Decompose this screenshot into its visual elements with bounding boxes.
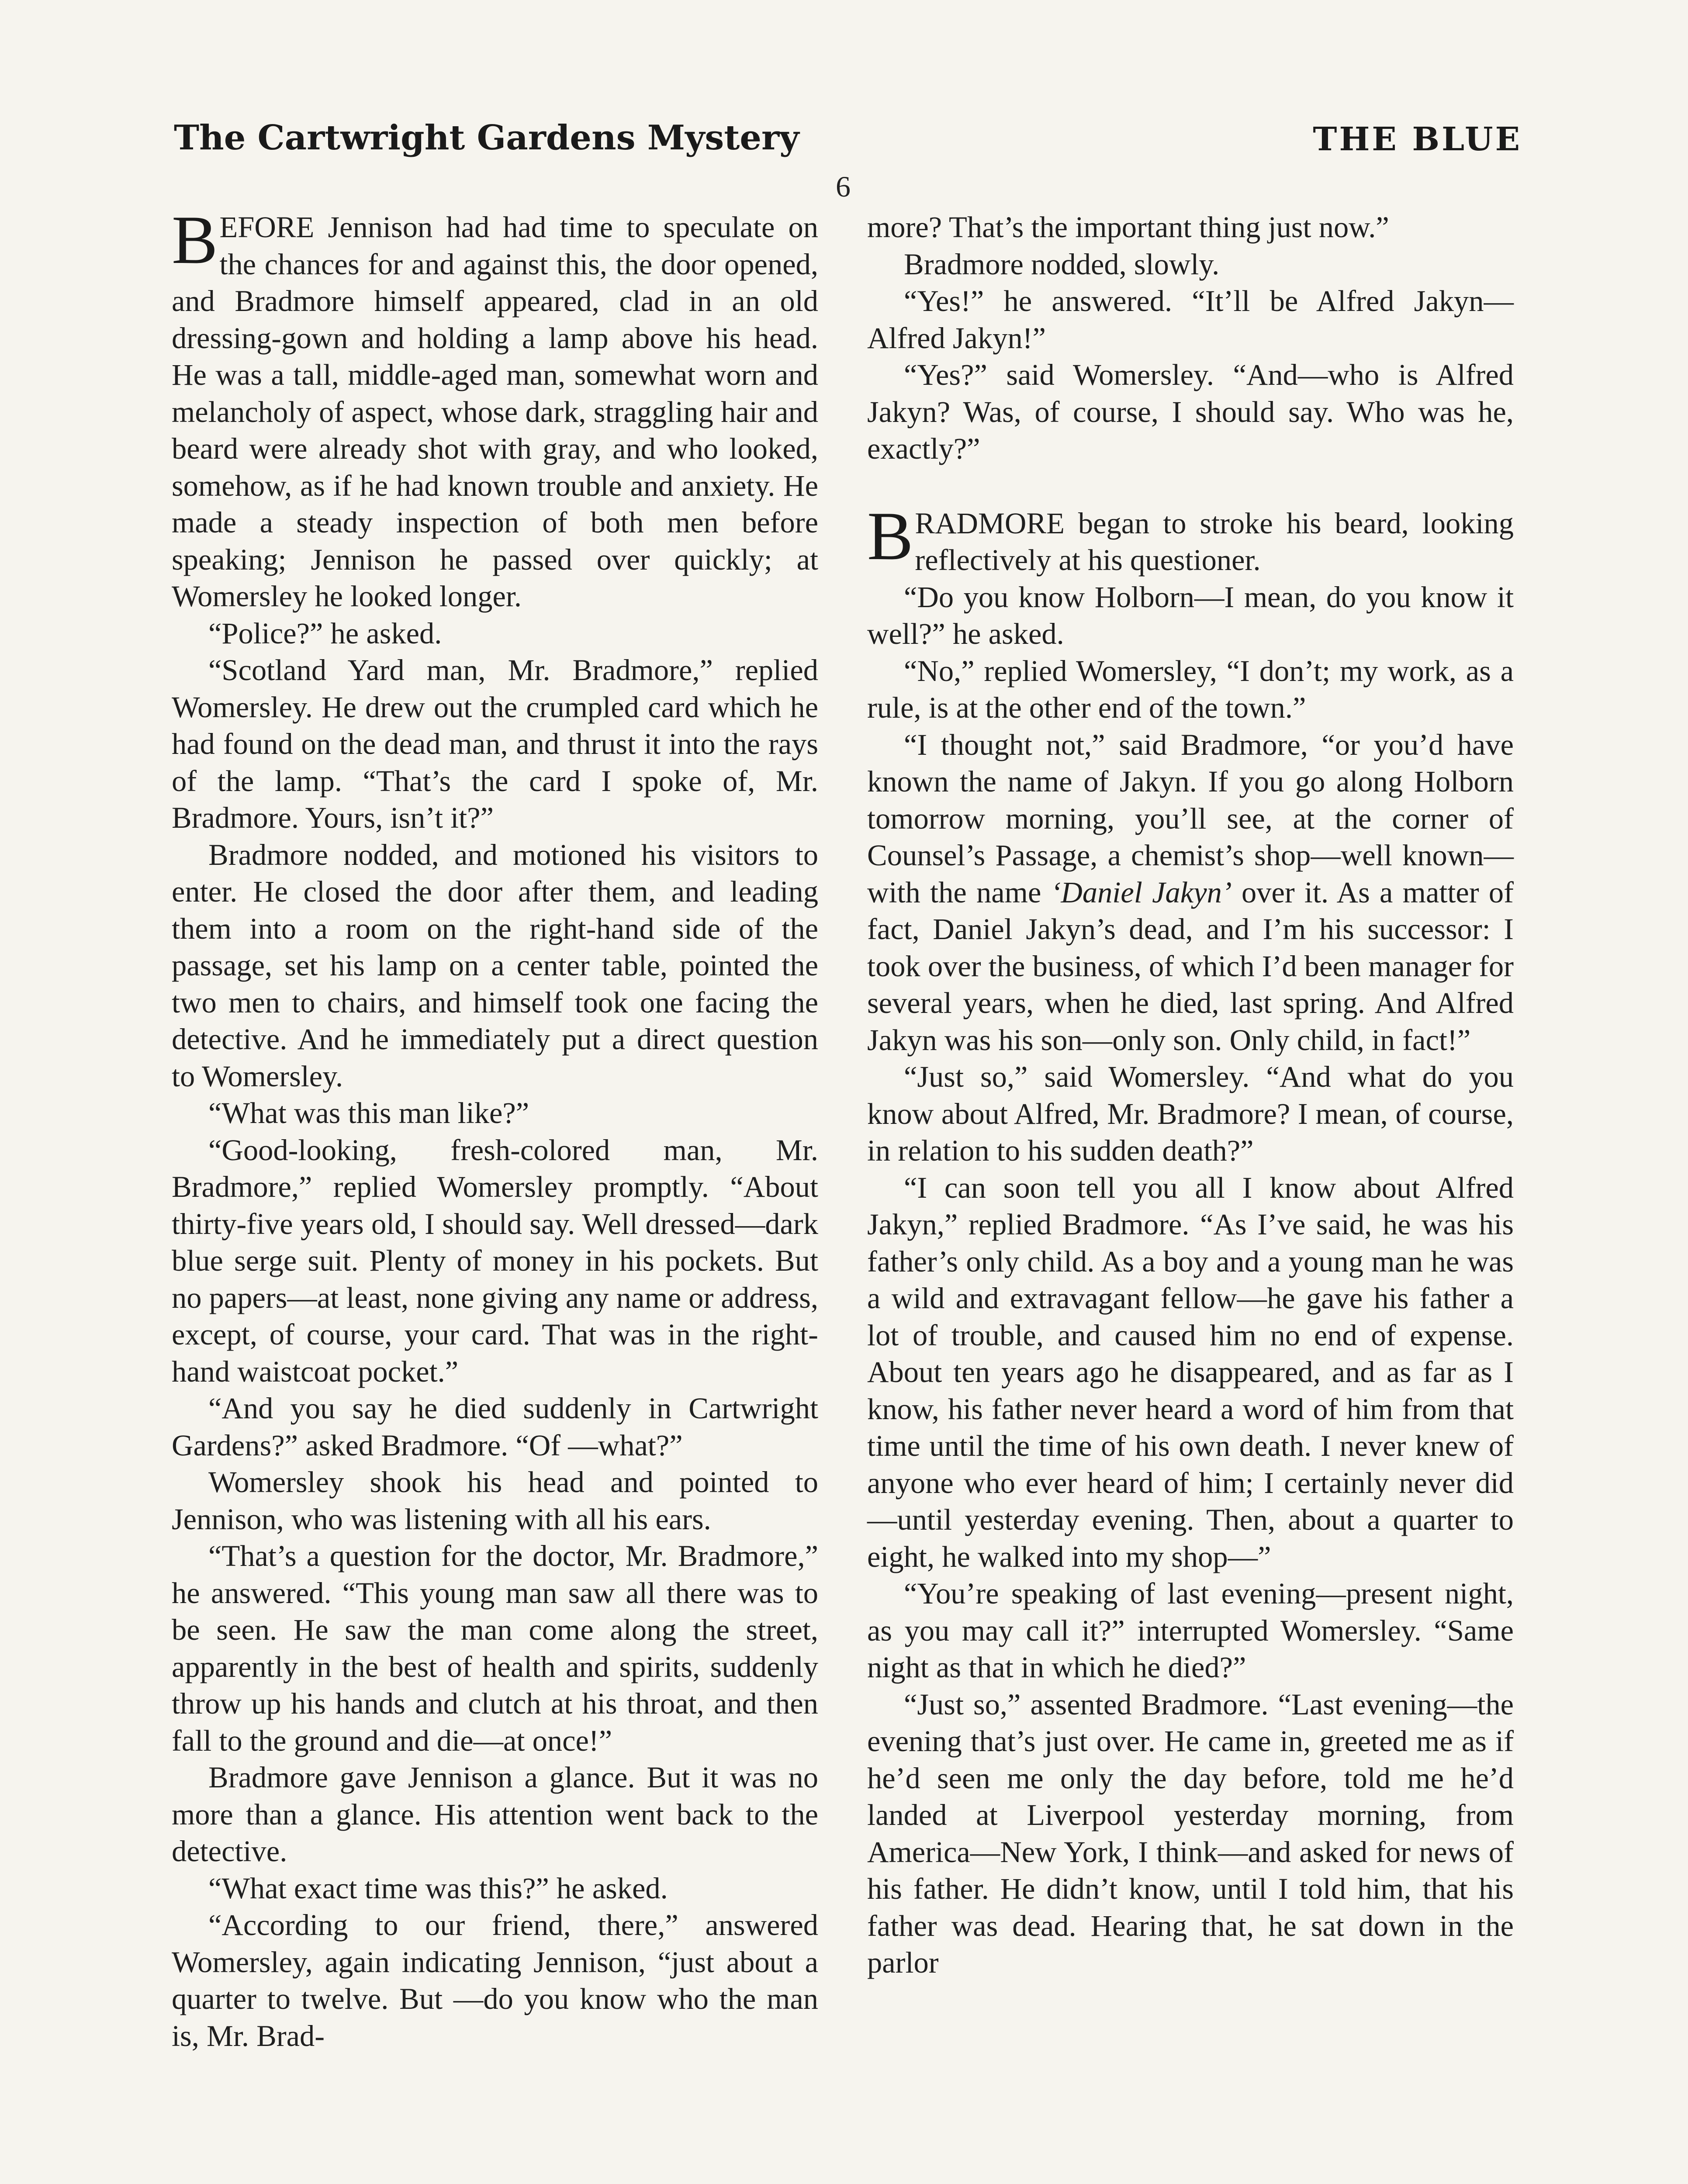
paragraph: “What was this man like?” [208,1096,529,1130]
paragraph-text: “I thought not,” said Bradmore, “or you’d have known the name of Jakyn. If you go along Holborn tomorrow morning, you’ll see, at the corner of Counsel’s Passage, a chemist’s shop—well known—with the name [867,728,1514,909]
paragraph: “Just so,” said Womersley. “And what do you know about Alfred, Mr. Bradmore? I mean, of course, in relation to his sudden death?” [867,1060,1514,1167]
left-column [172,202,818,2054]
paragraph: “You’re speaking of last evening—present night, as you may call it?” interrupted Womersley. “Same night as that in which he died?” [867,1577,1514,1684]
paragraph: “I can soon tell you all I know about Alfred Jakyn,” replied Bradmore. “As I’ve said, he was his father’s only child. As a boy and a young man he was a wild and extravagant fellow—he gave his father a lot of trouble, and caused him no end of expense. About ten years ago he disappeared, and as far as I know, his father never heard a word of him from that time until the time of his own death. I never knew of anyone who ever heard of him; I certainly never did—until yesterday evening. Then, about a quarter to eight, he walked into my shop—” [867,1171,1514,1573]
paragraph: “According to our friend, there,” answered Womersley, again indicating Jennison, “just about a quarter to twelve. But —do you know who the man is, Mr. Brad- [172,1908,818,2053]
paragraph: Bradmore nodded, slowly. [904,247,1220,281]
paragraph-text: over it. As a matter of fact, Daniel Jakyn’s dead, and I’m his successor: I took over the business, of which I’d been manager for several years, when he died, last spring. And Alfred Jakyn was his son—only son. Only child, in fact!” [867,875,1514,1057]
paragraph: Bradmore nodded, and motioned his visitors to enter. He closed the door after them, and leading them into a room on the right-hand side of the passage, set his lamp on a center table, pointed the two men to chairs, and himself took one facing the detective. And he immediately put a direct question to Womersley. [172,838,818,1093]
paragraph: “And you say he died suddenly in Cartwright Gardens?” asked Bradmore. “Of —what?” [172,1392,818,1462]
right-column [867,209,1514,1981]
paragraph: “No,” replied Womersley, “I don’t; my work, as a rule, is at the other end of the town.” [867,654,1514,724]
paragraph [867,726,1514,1059]
paragraph: “Yes?” said Womersley. “And—who is Alfred Jakyn? Was, of course, I should say. Who was he, exactly?” [867,358,1514,465]
paragraph: more? That’s the important thing just now.” [867,211,1389,244]
paragraph: “Just so,” assented Bradmore. “Last evening—the evening that’s just over. He came in, greeted me as if he’d seen me only the day before, told me he’d landed at Liverpool yesterday morning, from America—New York, I think—and asked for news of his father. He didn’t know, until I told him, that his father was dead. Hearing that, he sat down in the parlor [867,1687,1514,1979]
small-caps-lead: RADMORE [915,506,1065,540]
small-caps-lead: EFORE [219,211,315,244]
paragraph: “That’s a question for the doctor, Mr. Bradmore,” he answered. “This young man saw all there was to be seen. He saw the man come along the street, apparently in the best of health and spirits, suddenly throw up his hands and clutch at his throat, and then fall to the ground and die—at once!” [172,1539,818,1757]
paragraph: “Police?” he asked. [208,616,442,650]
shop-sign-name: ‘Daniel Jakyn’ [1051,875,1232,909]
paragraph: “Good-looking, fresh-colored man, Mr. Bradmore,” replied Womersley promptly. “About thirty-five years old, I should say. Well dressed—dark blue serge suit. Plenty of money in his pockets. But no papers—at least, none giving any name or address, except, of course, your card. That was in the right-hand waistcoat pocket.” [172,1133,818,1388]
paragraph: “Do you know Holborn—I mean, do you know it well?” he asked. [867,580,1514,650]
paragraph: Womersley shook his head and pointed to Jennison, who was listening with all his ears. [172,1465,818,1536]
paragraph-text: Jennison had had time to speculate on the chances for and against this, the door opened, and Bradmore himself appeared, clad in an old dressing-gown and holding a lamp above his head. He was a tall, middle-aged man, somewhat worn and melancholy of aspect, whose dark, straggling hair and beard were already shot with gray, and who looked, somehow, as if he had known trouble and anxiety. He made a steady inspection of both men before speaking; Jennison he passed over quickly; at Womersley he looked longer. [172,211,818,613]
paragraph-text: began to stroke his beard, looking reflectively at his questioner. [915,506,1514,577]
page-number: 6 [836,170,851,203]
paragraph [172,202,818,615]
story-title: The Cartwright Gardens Mystery [174,118,799,158]
paragraph: “What exact time was this?” he asked. [208,1871,668,1905]
drop-cap: B [867,498,913,574]
paragraph: Bradmore gave Jennison a glance. But it was no more than a glance. His attention went back to the detective. [172,1761,818,1868]
paragraph [867,498,1514,579]
paragraph: “Yes!” he answered. “It’ll be Alfred Jakyn—Alfred Jakyn!” [867,284,1514,355]
magazine-name: THE BLUE [1313,121,1522,158]
paragraph: “Scotland Yard man, Mr. Bradmore,” replied Womersley. He drew out the crumpled card which he had found on the dead man, and thrust it into the rays of the lamp. “That’s the card I spoke of, Mr. Bradmore. Yours, isn’t it?” [172,653,818,834]
drop-cap: B [172,202,218,278]
